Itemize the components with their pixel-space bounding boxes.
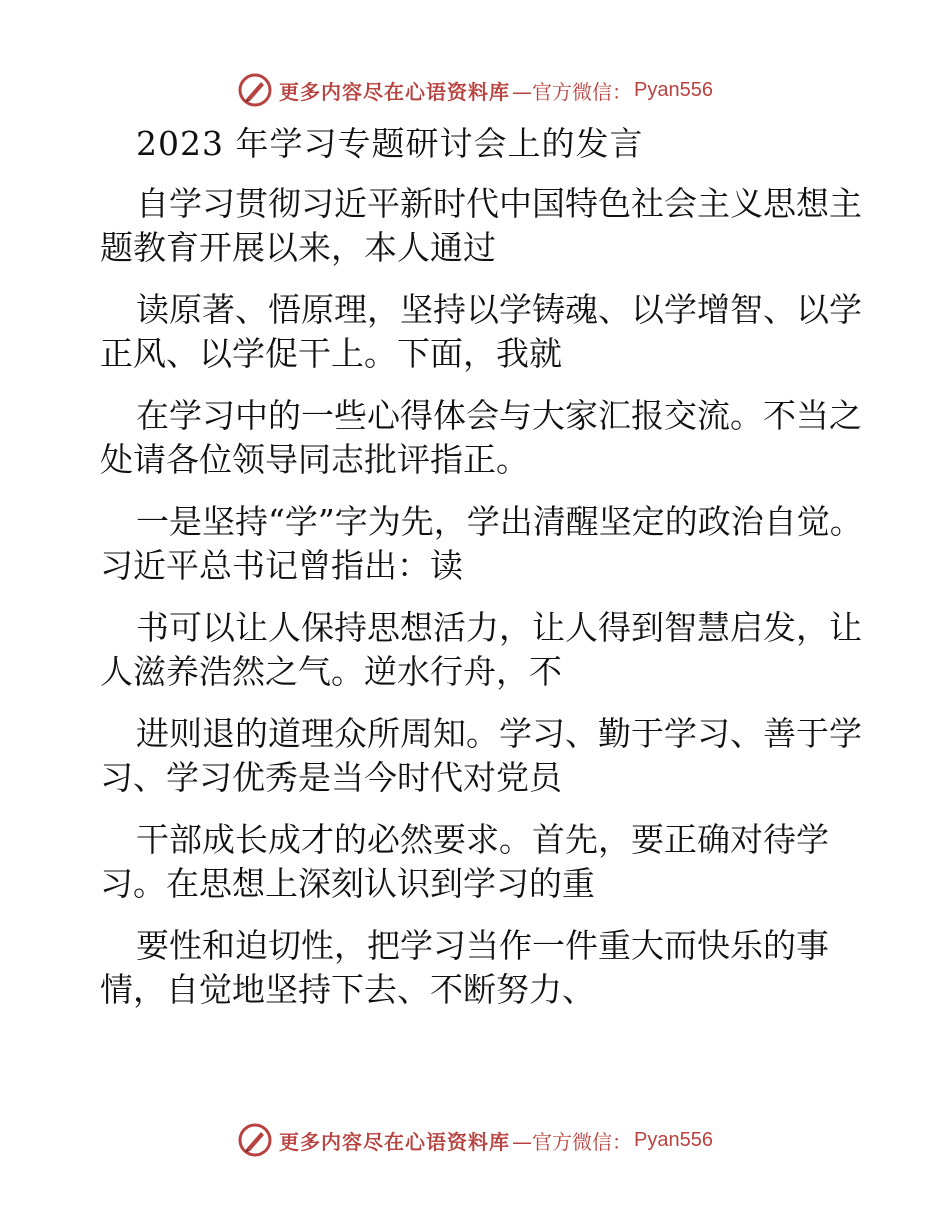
watermark-banner-bottom [0, 1120, 950, 1160]
paragraph: 书可以让人保持思想活力，让人得到智慧启发，让人滋养浩然之气。逆水行舟，不 [100, 608, 862, 691]
watermark-label: 更多内容尽在心语资料库 [279, 1129, 511, 1154]
paragraph: 一是坚持“学”字为先，学出清醒坚定的政治自觉。 习近平总书记曾指出：读 [100, 502, 863, 585]
paragraph: 读原著、悟原理，坚持以学铸魂、以学增智、以学正风、以学促干上。下面，我就 [100, 290, 862, 373]
paragraph: 在学习中的一些心得体会与大家汇报交流。不当之处请各位领导同志批评指正。 [100, 396, 862, 479]
pen-logo-icon [237, 72, 273, 108]
watermark-banner-top [0, 70, 950, 110]
watermark-wechat-id: Pyan556 [634, 1128, 713, 1151]
pen-logo-icon [237, 1122, 273, 1158]
watermark-wechat-id: Pyan556 [634, 78, 713, 101]
paragraph: 要性和迫切性，把学习当作一件重大而快乐的事情，自觉地坚持下去、不断努力、 [100, 926, 829, 1009]
document-title: 2023 年学习专题研讨会上的发言 [136, 124, 644, 163]
watermark-label: 更多内容尽在心语资料库 [279, 79, 511, 104]
paragraph: 自学习贯彻习近平新时代中国特色社会主义思想主题教育开展以来，本人通过 [100, 184, 862, 267]
document-body [100, 122, 870, 1030]
watermark-official: —官方微信： [512, 79, 633, 104]
watermark-official: —官方微信： [512, 1129, 633, 1154]
paragraph: 进则退的道理众所周知。学习、勤于学习、善于学习、学习优秀是当今时代对党员 [100, 714, 862, 797]
paragraph: 干部成长成才的必然要求。首先，要正确对待学习。在思想上深刻认识到学习的重 [100, 820, 829, 903]
